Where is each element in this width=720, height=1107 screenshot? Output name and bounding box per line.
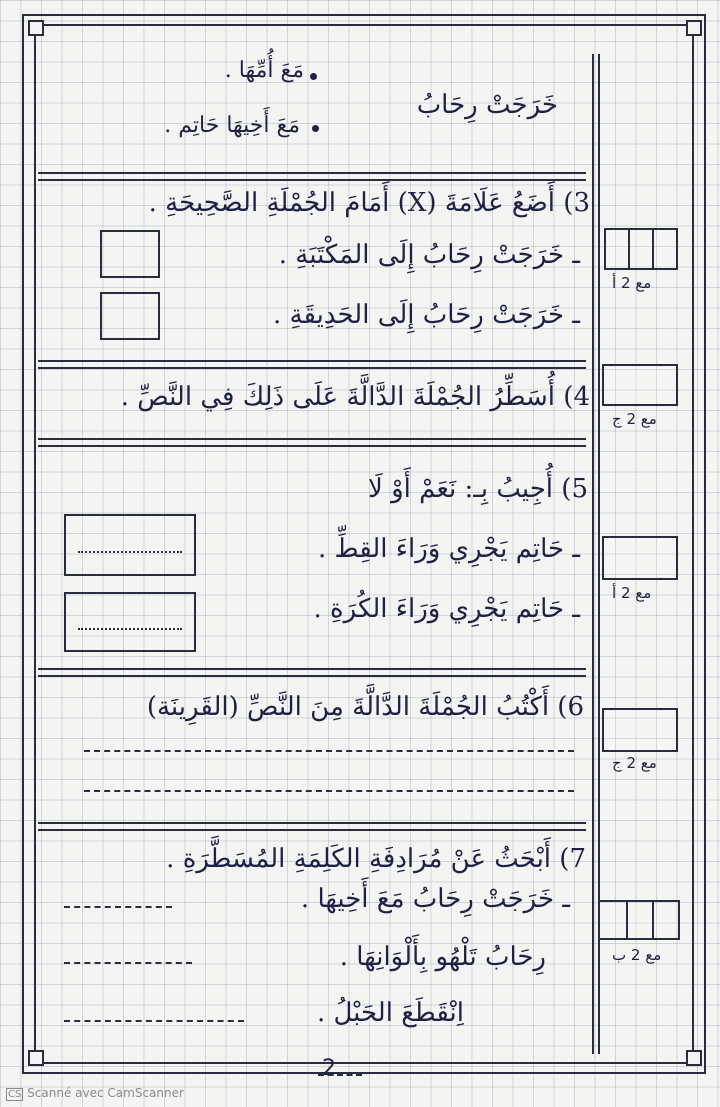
answer-line[interactable]	[64, 906, 172, 908]
grade-label: مع 2 أ	[612, 584, 652, 602]
frame-corner	[28, 1050, 44, 1066]
page-number-underline	[318, 1074, 362, 1076]
grade-label: مع 2 ج	[612, 410, 657, 428]
answer-box[interactable]	[64, 514, 196, 576]
camscanner-text: Scanné avec CamScanner	[27, 1086, 184, 1100]
grade-label: مع 2 ج	[612, 754, 657, 772]
q3-title: 3) أَضَعُ عَلَامَةَ (X) أَمَامَ الجُمْلَةِ الصَّحِيحَةِ .	[148, 188, 590, 218]
answer-line[interactable]	[64, 962, 192, 964]
intro-option-2: مَعَ أَخِيهَا حَاتِم .	[164, 113, 300, 138]
q6-title: 6) أَكْتُبُ الجُمْلَةَ الدَّالَّةَ مِنَ النَّصِّ (القَرِينَة)	[146, 692, 584, 722]
frame-corner	[686, 1050, 702, 1066]
q5-item: ـ حَاتِم يَجْرِي وَرَاءَ الكُرَةِ .	[313, 594, 580, 624]
camscanner-watermark	[4, 1086, 184, 1101]
grade-label: مع 2 ب	[612, 946, 662, 964]
intro-option-1: مَعَ أُمِّهَا .	[224, 58, 304, 83]
q7-item: ـ خَرَجَتْ رِحَابُ مَعَ أَخِيهَا .	[300, 884, 570, 914]
bullet-icon	[310, 73, 317, 80]
answer-line[interactable]	[64, 1020, 244, 1022]
q7-title: 7) أَبْحَثُ عَنْ مُرَادِفَةِ الكَلِمَةِ المُسَطَّرَةِ .	[166, 844, 586, 874]
section-divider	[38, 822, 586, 831]
grade-box[interactable]	[604, 228, 678, 270]
grade-box[interactable]	[602, 708, 678, 752]
frame-corner	[686, 20, 702, 36]
checkbox-answer[interactable]	[100, 230, 160, 278]
answer-line[interactable]	[84, 750, 574, 752]
answer-box[interactable]	[64, 592, 196, 652]
page-number: 2	[322, 1056, 336, 1081]
q5-item: ـ حَاتِم يَجْرِي وَرَاءَ القِطِّ .	[318, 534, 580, 564]
section-divider	[38, 172, 586, 181]
q7-item: اِنْقَطَعَ الحَبْلُ .	[316, 998, 464, 1028]
grade-box[interactable]	[598, 900, 680, 940]
grade-column-border	[592, 54, 594, 1054]
q4-title: 4) أُسَطِّرُ الجُمْلَةَ الدَّالَّةَ عَلَى ذَلِكَ فِي النَّصِّ .	[120, 382, 590, 412]
section-divider	[38, 360, 586, 369]
grade-label: مع 2 أ	[612, 274, 652, 292]
bullet-icon	[312, 125, 319, 132]
camscanner-logo-icon: CS	[8, 1089, 22, 1100]
section-divider	[38, 668, 586, 677]
section-divider	[38, 438, 586, 447]
answer-line[interactable]	[84, 790, 574, 792]
grade-box[interactable]	[602, 536, 678, 580]
q5-title: 5) أُجِيبُ بِـ: نَعَمْ أَوْ لَا	[368, 474, 588, 504]
checkbox-answer[interactable]	[100, 292, 160, 340]
q3-item: ـ خَرَجَتْ رِحَابُ إِلَى المَكْتَبَةِ .	[278, 240, 580, 270]
intro-main: خَرَجَتْ رِحَابُ	[416, 90, 558, 120]
frame-corner	[28, 20, 44, 36]
grade-box[interactable]	[602, 364, 678, 406]
q7-item: رِحَابُ تَلْهُو بِأَلْوَانِهَا .	[339, 942, 546, 972]
q3-item: ـ خَرَجَتْ رِحَابُ إِلَى الحَدِيقَةِ .	[273, 300, 580, 330]
